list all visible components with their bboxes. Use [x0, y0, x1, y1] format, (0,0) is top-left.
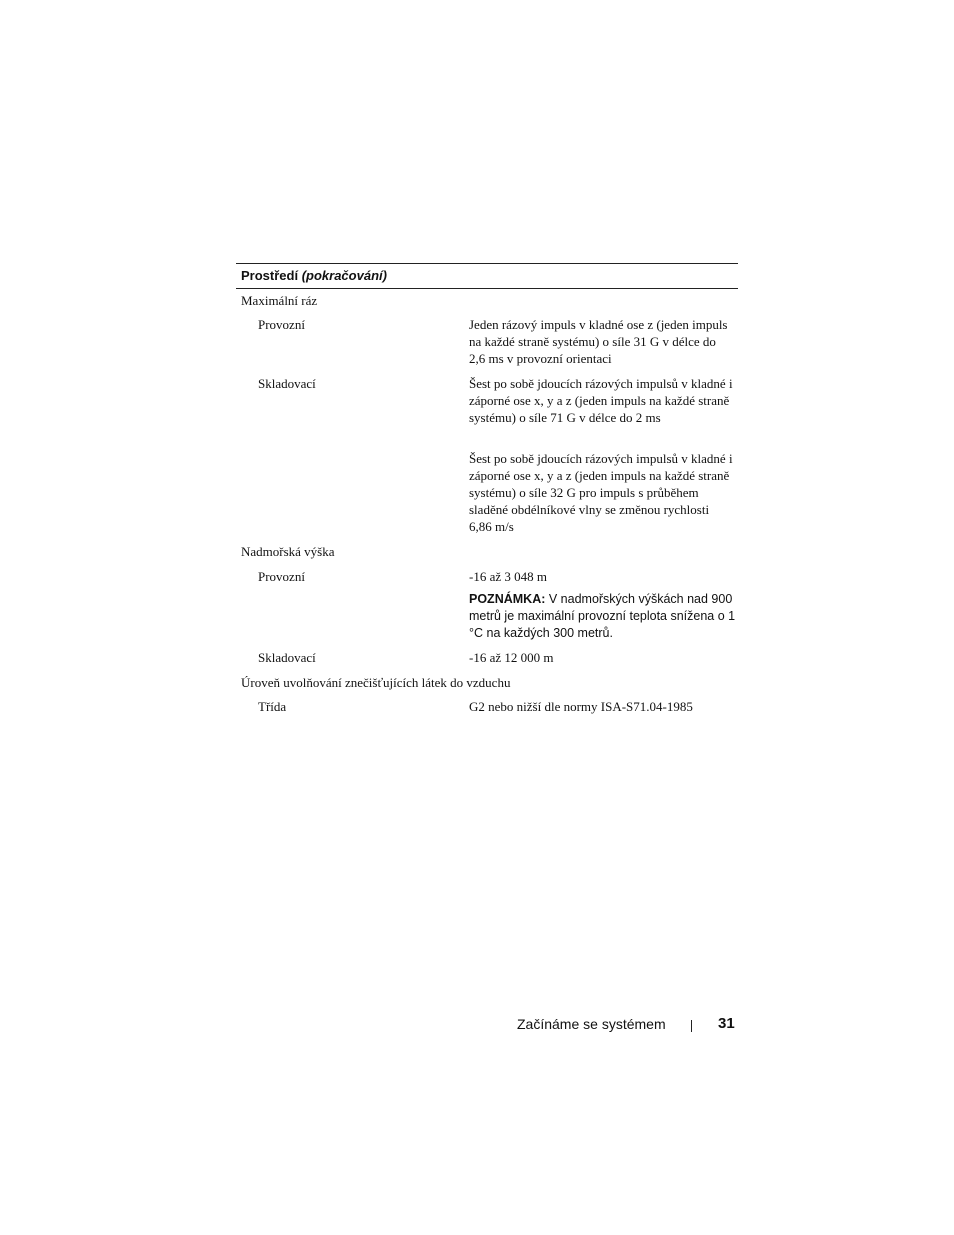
altitude-operating-value: -16 až 3 048 m — [469, 569, 547, 584]
shock-storage-value-1: Šest po sobě jdoucích rázových impulsů v kladné i záporné ose x, y a z (jeden impuls na každé straně systému) o síle 71 G v délce do 2 ms — [469, 376, 733, 425]
shock-operating-label: Provozní — [258, 317, 305, 332]
altitude-storage-value: -16 až 12 000 m — [469, 650, 554, 665]
contaminants-class-value: G2 nebo nižší dle normy ISA-S71.04-1985 — [469, 699, 693, 714]
shock-operating-value: Jeden rázový impuls v kladné ose z (jeden impuls na každé straně systému) o síle 31 G v délce do 2,6 ms v provozní orientaci — [469, 317, 728, 366]
footer-title: Začínáme se systémem — [517, 1016, 666, 1032]
altitude-note — [469, 591, 737, 642]
shock-storage-label: Skladovací — [258, 376, 316, 391]
table-header-title — [241, 268, 387, 283]
shock-label: Maximální ráz — [241, 293, 318, 308]
environment-spec-table — [236, 263, 738, 714]
contaminants-label: Úroveň uvolňování znečišťujících látek do vzduchu — [241, 675, 511, 690]
page-number: 31 — [718, 1015, 735, 1032]
note-text: V nadmořských výškách nad 900 metrů je maximální provozní teplota snížena o 1 °C na každých 300 metrů. — [469, 592, 736, 640]
header-italic-text: (pokračování) — [301, 268, 387, 283]
page-footer — [517, 1015, 737, 1037]
contaminants-class-label: Třída — [258, 699, 287, 714]
altitude-operating-label: Provozní — [258, 569, 305, 584]
altitude-label: Nadmořská výška — [241, 544, 335, 559]
note-label: POZNÁMKA: — [469, 592, 546, 606]
altitude-storage-label: Skladovací — [258, 650, 316, 665]
table-header — [236, 264, 738, 289]
footer-separator — [691, 1020, 692, 1032]
shock-storage-value-2: Šest po sobě jdoucích rázových impulsů v kladné i záporné ose x, y a z (jeden impuls na každé straně systému) o síle 32 G pro impuls s průběhem sladěné obdélníkové vlny se změnou rychlosti 6,86 m/s — [469, 451, 733, 534]
header-bold-text: Prostředí — [241, 268, 299, 283]
